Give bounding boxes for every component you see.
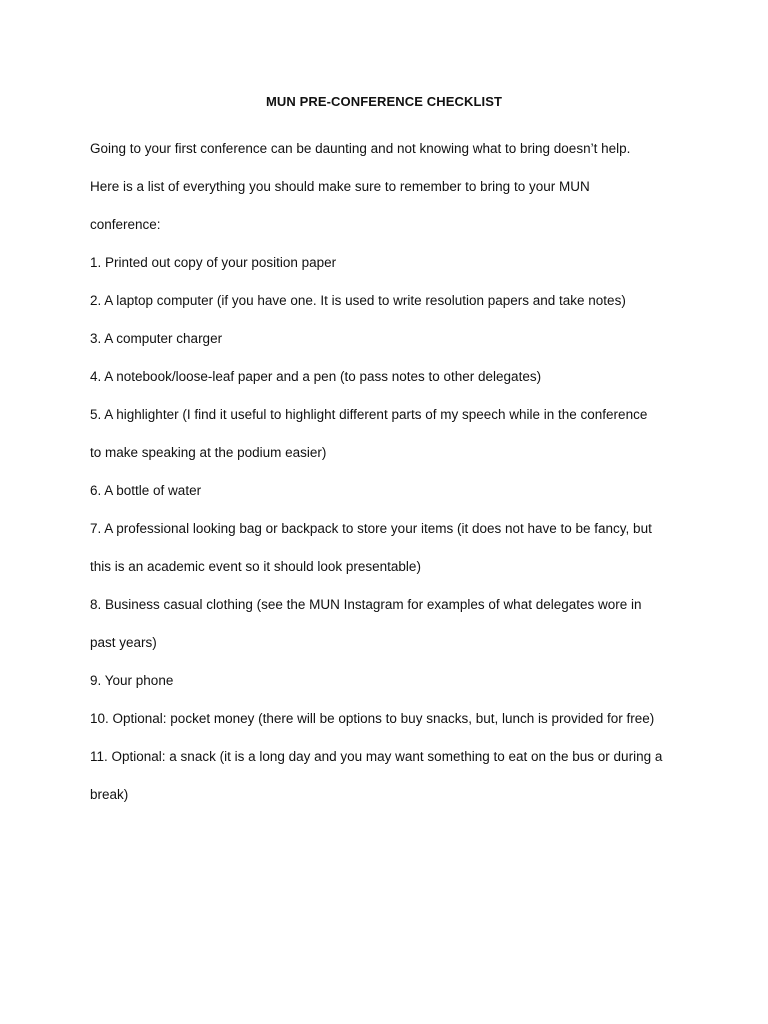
intro-line: conference: — [90, 217, 161, 232]
checklist-item-4: 4. A notebook/loose-leaf paper and a pen (to pass notes to other delegates) — [90, 369, 542, 384]
checklist-item-7: 7. A professional looking bag or backpack to store your items (it does not have to be fancy, but — [90, 521, 652, 536]
intro-line: Going to your first conference can be daunting and not knowing what to bring doesn’t help. — [90, 141, 631, 156]
checklist-item-3: 3. A computer charger — [90, 331, 223, 346]
checklist-item-5-continued: to make speaking at the podium easier) — [90, 445, 327, 460]
checklist-item-7-continued: this is an academic event so it should look presentable) — [90, 559, 421, 574]
checklist-item-11-continued: break) — [90, 787, 129, 802]
checklist-item-1: 1. Printed out copy of your position paper — [90, 255, 337, 270]
checklist-item-2: 2. A laptop computer (if you have one. It is used to write resolution papers and take notes) — [90, 293, 626, 308]
document-body — [90, 130, 690, 814]
checklist-item-6: 6. A bottle of water — [90, 483, 202, 498]
intro-line: Here is a list of everything you should make sure to remember to bring to your MUN — [90, 179, 590, 194]
checklist-item-8: 8. Business casual clothing (see the MUN Instagram for examples of what delegates wore in — [90, 597, 642, 612]
checklist-item-5: 5. A highlighter (I find it useful to highlight different parts of my speech while in the conference — [90, 407, 648, 422]
document-title: MUN PRE-CONFERENCE CHECKLIST — [265, 94, 503, 109]
checklist-item-8-continued: past years) — [90, 635, 157, 650]
checklist-item-11: 11. Optional: a snack (it is a long day and you may want something to eat on the bus or during a — [90, 749, 663, 764]
checklist-item-10: 10. Optional: pocket money (there will be options to buy snacks, but, lunch is provided for free) — [90, 711, 655, 726]
checklist-item-9: 9. Your phone — [90, 673, 174, 688]
